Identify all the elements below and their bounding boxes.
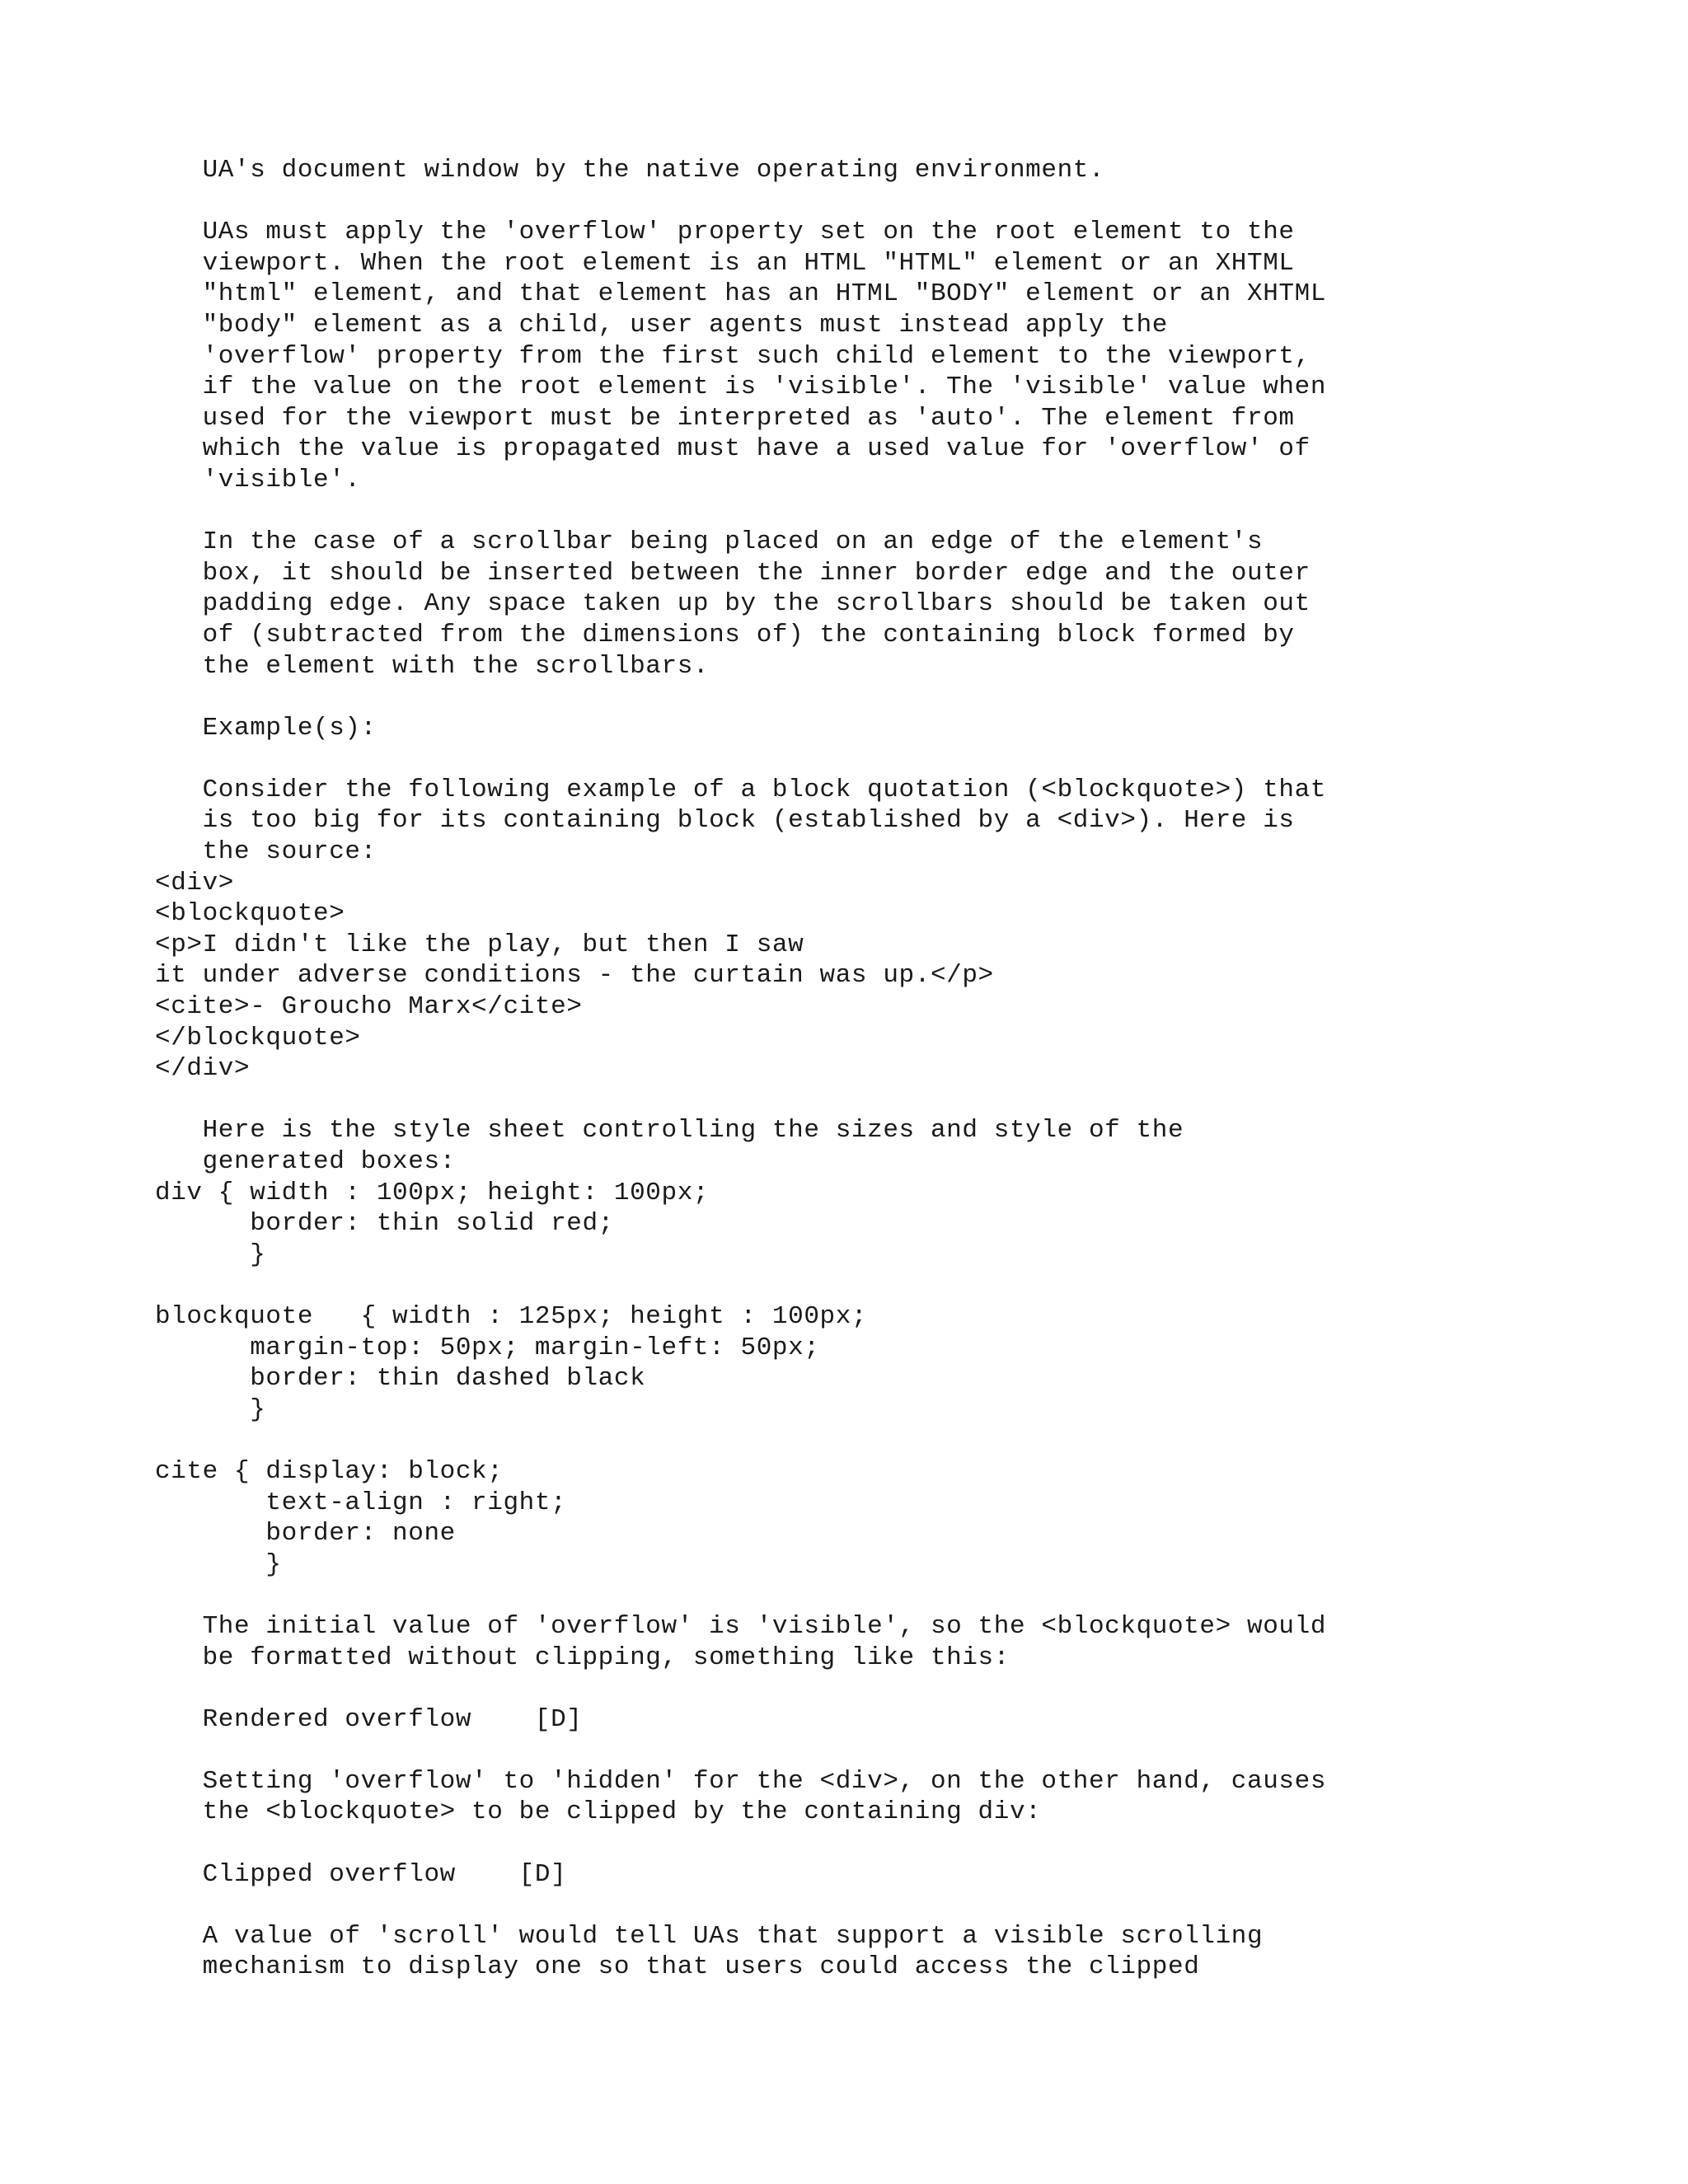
text-line: border: thin dashed black (155, 1364, 646, 1394)
text-line: <p>I didn't like the play, but then I saw (155, 930, 804, 959)
text-line: viewport. When the root element is an HTML "HTML" element or an XHTML (155, 248, 1295, 278)
text-line: } (155, 1549, 282, 1579)
text-line: it under adverse conditions - the curtain was up.</p> (155, 961, 994, 991)
text-line: A value of 'scroll' would tell UAs that support a visible scrolling (155, 1921, 1264, 1951)
text-line: blockquote { width : 125px; height : 100px; (155, 1301, 868, 1331)
text-line: Setting 'overflow' to 'hidden' for the <div>, on the other hand, causes (155, 1766, 1327, 1796)
text-line: the element with the scrollbars. (155, 651, 710, 681)
text-line: if the value on the root element is 'visible'. The 'visible' value when (155, 373, 1327, 402)
text-line: "body" element as a child, user agents must instead apply the (155, 310, 1168, 340)
text-line: margin-top: 50px; margin-left: 50px; (155, 1333, 820, 1362)
text-line: cite { display: block; (155, 1456, 504, 1486)
text-line: is too big for its containing block (established by a <div>). Here is (155, 806, 1295, 836)
text-line: Consider the following example of a block quotation (<blockquote>) that (155, 775, 1327, 804)
text-line: 'overflow' property from the first such child element to the viewport, (155, 341, 1311, 371)
blank-line (155, 682, 1622, 713)
text-line: Example(s): (155, 713, 377, 743)
blank-line (155, 743, 1622, 775)
text-line: The initial value of 'overflow' is 'visible', so the <blockquote> would (155, 1611, 1327, 1641)
text-line: text-align : right; (155, 1488, 567, 1517)
text-line: "html" element, and that element has an HTML "BODY" element or an XHTML (155, 279, 1327, 309)
text-line: } (155, 1394, 266, 1424)
blank-line (155, 1890, 1622, 1921)
document-text (155, 155, 1622, 1983)
text-line: <cite>- Groucho Marx</cite> (155, 992, 583, 1022)
text-line: 'visible'. (155, 465, 361, 494)
blank-line (155, 1270, 1622, 1301)
text-line: Clipped overflow [D] (155, 1859, 567, 1889)
blank-line (155, 1673, 1622, 1704)
blank-line (155, 496, 1622, 527)
blank-line (155, 1085, 1622, 1116)
blank-line (155, 1828, 1622, 1859)
text-line: </blockquote> (155, 1023, 361, 1052)
text-line: mechanism to display one so that users could access the clipped (155, 1952, 1200, 1982)
text-line: of (subtracted from the dimensions of) the containing block formed by (155, 620, 1295, 649)
text-line: the source: (155, 837, 377, 867)
text-line: UA's document window by the native operating environment. (155, 156, 1105, 185)
blank-line (155, 1580, 1622, 1611)
text-line: be formatted without clipping, something like this: (155, 1643, 1010, 1672)
text-line: border: none (155, 1519, 456, 1549)
blank-line (155, 1735, 1622, 1766)
text-line: which the value is propagated must have a used value for 'overflow' of (155, 434, 1311, 464)
text-line: } (155, 1240, 266, 1269)
blank-line (155, 1425, 1622, 1456)
text-line: <blockquote> (155, 899, 345, 929)
text-line: the <blockquote> to be clipped by the containing div: (155, 1797, 1042, 1827)
blank-line (155, 186, 1622, 218)
text-line: padding edge. Any space taken up by the scrollbars should be taken out (155, 589, 1311, 619)
text-line: div { width : 100px; height: 100px; (155, 1178, 710, 1207)
text-line: Here is the style sheet controlling the sizes and style of the (155, 1116, 1184, 1146)
text-line: generated boxes: (155, 1147, 456, 1176)
text-line: border: thin solid red; (155, 1209, 614, 1239)
text-line: </div> (155, 1054, 251, 1084)
text-line: In the case of a scrollbar being placed on an edge of the element's (155, 527, 1264, 557)
text-line: box, it should be inserted between the inner border edge and the outer (155, 558, 1311, 588)
text-line: Rendered overflow [D] (155, 1704, 583, 1734)
text-line: used for the viewport must be interpreted as 'auto'. The element from (155, 403, 1295, 433)
text-line: <div> (155, 868, 235, 898)
text-line: UAs must apply the 'overflow' property set on the root element to the (155, 218, 1295, 247)
